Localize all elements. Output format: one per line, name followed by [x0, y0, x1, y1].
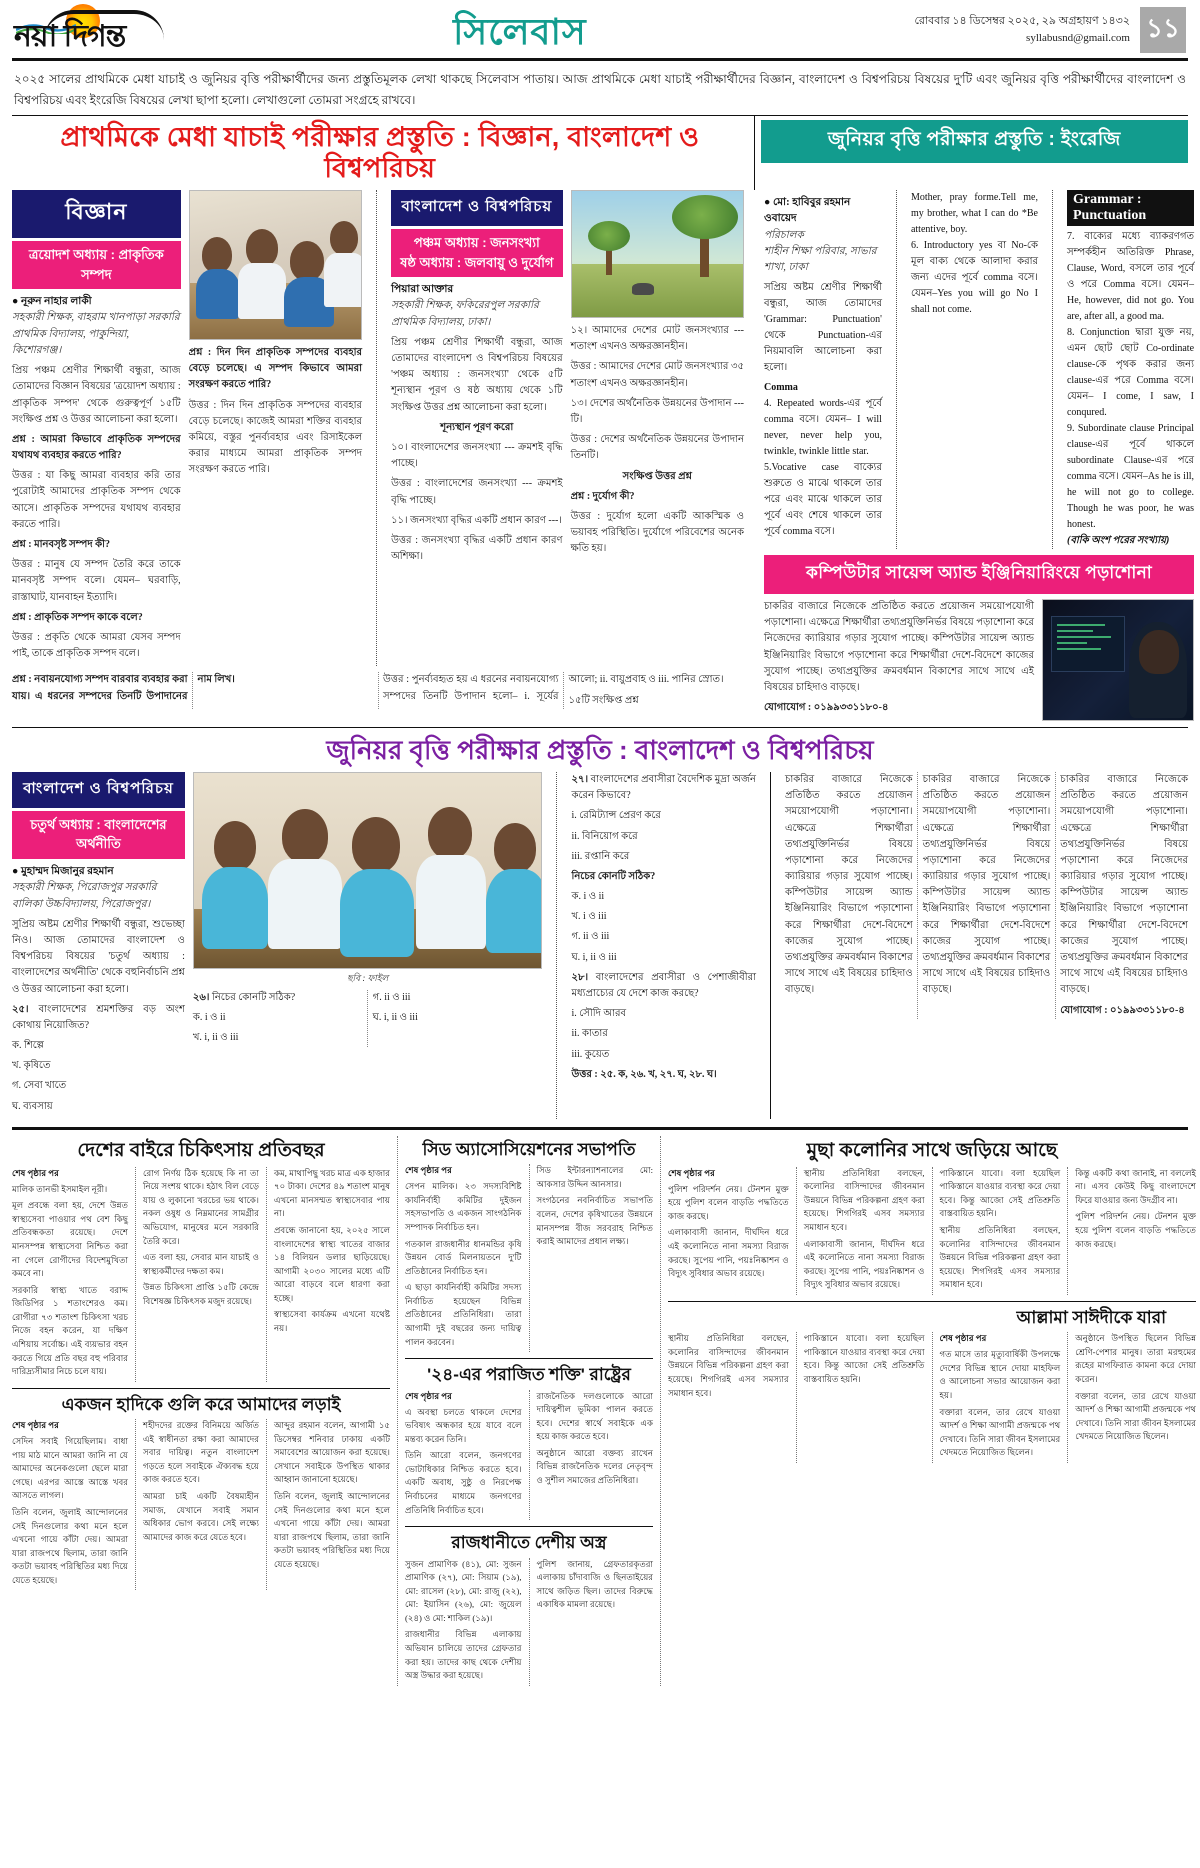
bgs-fill-label: শূন্যস্থান পূরণ করো: [440, 421, 514, 433]
bgs-item-6: ১৩। দেশের অর্থনৈতিক উন্নয়নের উপাদান ---টি।: [570, 397, 745, 426]
brand-name: নয়া দিগন্ত: [14, 20, 126, 53]
news-2-headline: একজন হাদিকে গুলি করে আমাদের লড়াই: [61, 1394, 341, 1414]
science-lower-continuation: [12, 672, 744, 708]
english-section: [764, 190, 1194, 721]
bgs-short-q: প্রশ্ন : দুর্যোগ কী?: [570, 490, 635, 502]
science-chapter-banner: ত্রয়োদশ অধ্যায় : প্রাকৃতিক সম্পদ: [12, 241, 181, 289]
news-2-contd: শেষ পৃষ্ঠার পর: [12, 1420, 59, 1431]
junior-q-2-opt-1: ii. বিনিয়োগ করে: [571, 830, 638, 842]
science-q-3: প্রশ্ন : দিন দিন প্রাকৃতিক সম্পদের ব্যবহার বেড়ে চলেছে। এ সম্পদ কিভাবে আমরা সংরক্ষণ করতে পারি?: [188, 347, 363, 391]
science-a-0: উত্তর : যা কিছু আমরা ব্যবহার করি তার পুরোটাই আমাদের প্রাকৃতিক সম্পদ থেকে আসে। প্রাকৃতিক সম্পদের যথাযথ ব্যবহার করতে পারি।: [12, 470, 181, 530]
junior-photo-caption: ছবি : ফাইল: [347, 972, 389, 983]
news-block-2: [405, 1136, 653, 1686]
junior-q-0-opt-1: খ. কৃষিতে: [12, 1060, 51, 1072]
science-column: [12, 190, 181, 666]
science-byline: ● নূরুন নাহার লাকী সহকারী শিক্ষক, বাহরাম খানপাড়া সরকারি প্রাথমিক বিদ্যালয়, পাকুন্দিয়া, কিশোরগঞ্জ।: [12, 296, 180, 356]
news-7-p1b: বক্তারা বলেন, তার রেখে যাওয়া আদর্শ ও শিক্ষা আগামী প্রজন্মকে পথ দেখাবে। তিনি সারা জীবন ইসলামের খেদমতে নিয়োজিত ছিলেন।: [1075, 1390, 1196, 1442]
junior-chapter-banner: চতুর্থ অধ্যায় : বাংলাদেশের অর্থনীতি: [12, 811, 185, 859]
news-7-p1: বক্তারা বলেন, তার রেখে যাওয়া আদর্শ ও শিক্ষা আগামী প্রজন্মকে পথ দেখাবে। তিনি সারা জীবন ইসলামের খেদমতে নিয়োজিত ছিলেন।: [939, 1406, 1061, 1458]
news-2-p4: আব্দুর রহমান বলেন, আগামী ১৫ ডিসেম্বর শনিবার ঢাকায় একটি সমাবেশের আয়োজন করা হয়েছে। সেখানে সবাইকে উপস্থিত থাকার আহ্বান জানানো হয়েছে।: [274, 1420, 390, 1485]
junior-author-name: মুহাম্মদ মিজানুর রহমান: [20, 865, 114, 877]
news-5-headline: রাজধানীতে দেশীয় অস্ত্র: [451, 1533, 607, 1553]
cse-body: চাকরির বাজারে নিজেকে প্রতিষ্ঠিত করতে প্রয়োজন সময়োপযোগী পড়াশোনা। এক্ষেত্রে শিক্ষার্থীরা তথ্যপ্রযুক্তিনির্ভর বিষয়ে পড়াশোনা করে নিজেদের ক্যারিয়ার গড়ার সুযোগ পাচ্ছে। কম্পিউটার সায়েন্স অ্যান্ড ইঞ্জিনিয়ারিং বিভাগে পড়াশোনা করে শিক্ষার্থীরা দেশে-বিদেশে কাজের সুযোগ পাচ্ছে। তথ্যপ্রযুক্তির ক্রমবর্ধমান বিকাশের সাথে সাথে এই বিষয়ের চাহিদাও বাড়ছে।: [764, 601, 1034, 694]
news-6-p1: এলাকাবাসী জানান, দীর্ঘদিন ধরে এই কলোনিতে নানা সমস্যা বিরাজ করছে। সুপেয় পানি, পয়ঃনিষ্কাশন ও বিদ্যুৎ সুবিধার অভাব রয়েছে।: [668, 1227, 789, 1279]
english-rule-8: 8. Conjunction দ্বারা যুক্ত নয়, এমন ছোট ছোট Co-ordinate clause-কে পৃথক করার জন্য clause-এর পরে Comma বসে। যেমন– I come, I saw, I conqured.: [1066, 327, 1195, 419]
science-intro-text: প্রিয় পঞ্চম শ্রেণীর শিক্ষার্থী বন্ধুরা, আজ তোমাদের বিজ্ঞান বিষয়ের 'ত্রয়োদশ অধ্যায় : প্রাকৃতিক সম্পদ' থেকে গুরুত্বপূর্ণ ১৫টি সংক্ষিপ্ত প্রশ্ন ও উত্তর আলোচনা করা হলো।: [12, 365, 181, 425]
english-continuation-note: (বাকি অংশ পরের সংখ্যায়): [1066, 535, 1170, 547]
news-4-headline: '২৪-এর পরাজিত শক্তি' রাষ্ট্রের: [427, 1365, 631, 1385]
bgs-subject-banner: বাংলাদেশ ও বিশ্বপরিচয়: [391, 190, 563, 226]
junior-q-3-opt-1: ii. কাতার: [571, 1028, 608, 1040]
junior-questions-column: [571, 772, 756, 1119]
news-6-p4: কিন্তু একটি কথা জানাই, না বললেই না। এসব কেউই কিছু বাংলাদেশে ফিরে যাওয়ার জন্য উদগ্রীব না।: [1075, 1167, 1196, 1205]
cse-extended-body: [785, 772, 1188, 1019]
english-rule-5: 5.Vocative case বাক্যের শুরুতে ও মাঝে থাকলে তার পরে এবং মাঝে থাকলে তার পূর্বে এবং শেষে থাকলে তার পূর্বে comma বসে।: [764, 462, 882, 538]
junior-q-0-opt-2: গ. সেবা খাতে: [12, 1080, 67, 1092]
junior-q-1-opt-2: গ. ii ও iii: [372, 991, 411, 1003]
junior-q-1-text: নিচের কোনটি সঠিক?: [211, 991, 296, 1003]
news-1-p0: মূল প্রবন্ধে বলা হয়, দেশে উন্নত স্বাস্থ্যসেবা পাওয়ার পথ বেশ কিছু প্রতিবন্ধকতা রয়েছে। দেশে মানসম্পন্ন স্বাস্থ্যসেবা নিশ্চিত করা না গেলে রোগীদের বিদেশমুখিতা কমবে না।: [12, 1200, 128, 1279]
masthead: [0, 0, 1200, 56]
science-subject-banner: বিজ্ঞান: [12, 190, 181, 238]
news-3-p2: সিড ইন্টারন্যাশনালের মো: আকসার উদ্দিন আনসার।: [536, 1165, 653, 1189]
science-section-label: ১৫টি সংক্ষিপ্ত প্রশ্ন: [568, 694, 639, 706]
primary-headline: প্রাথমিকে মেধা যাচাই পরীক্ষার প্রস্তুতি : বিজ্ঞান, বাংলাদেশ ও বিশ্বপরিচয়: [60, 122, 700, 184]
news-5-p2: পুলিশ জানায়, গ্রেফতারকৃতরা এলাকায় চাঁদাবাজি ও ছিনতাইয়ের সাথে জড়িত ছিল। তাদের বিরুদ্ধে একাধিক মামলা রয়েছে।: [536, 1558, 653, 1610]
news-6-contd: শেষ পৃষ্ঠার পর: [668, 1167, 715, 1178]
junior-byline: ● মুহাম্মদ মিজানুর রহমান সহকারী শিক্ষক, পিরোজপুর সরকারি বালিকা উচ্চবিদ্যালয়, পিরোজপুর।: [12, 865, 157, 910]
junior-q-2-opt-0: i. রেমিট্যান্স প্রেরণ করে: [571, 810, 661, 822]
bgs-item-4: ১২। আমাদের দেশের মোট জনসংখ্যার --- শতাংশ এখনও অক্ষরজ্ঞানহীন।: [570, 325, 745, 353]
news-2-p1: তিনি বলেন, জুলাই আন্দোলনের সেই দিনগুলোর কথা মনে হলে এখনো গায়ে কাঁটা দেয়। আমরা যারা রাজপথে ছিলাম, তারা জানি কতটা ভয়াবহ পরিস্থিতির মধ্য দিয়ে যেতে হয়েছে।: [12, 1507, 128, 1585]
cse-contact: যোগাযোগ : ০১৯৯৩৩১১৮০-৪: [764, 702, 889, 714]
junior-q-3-text: বাংলাদেশের প্রবাসীরা ও পেশাজীবীরা মধ্যপ্রাচ্যের যে দেশে কাজ করছে?: [571, 971, 756, 1000]
news-1-p1: সরকারি স্বাস্থ্য খাতে বরাদ্দ জিডিপির ১ শতাংশেরও কম। রোগীরা ৭৩ শতাংশ চিকিৎসা খরচ নিজে বহন করেন, যা দক্ষিণ এশিয়ায় সর্বোচ্চ। এই ব্যয়ভার বহন করতে গিয়ে প্রতি বছর বহু পরিবার দারিদ্র্যসীমার নিচে চলে যায়।: [12, 1284, 128, 1377]
bgs-item-1: উত্তর : বাংলাদেশের জনসংখ্যা --- ক্রমশই বৃদ্ধি পাচ্ছে।: [391, 478, 563, 506]
contact-email: syllabusnd@gmail.com: [1026, 32, 1130, 44]
news-5-p1: রাজধানীর বিভিন্ন এলাকায় অভিযান চালিয়ে তাদের গ্রেফতার করা হয়। তাদের কাছ থেকে দেশীয় অস্ত্র উদ্ধার করা হয়েছে।: [405, 1629, 522, 1681]
news-7-headline: আল্লামা সাঈদীকে যারা: [1016, 1307, 1166, 1327]
news-4-p0: এ অবস্থা চলতে থাকলে দেশের ভবিষ্যৎ অন্ধকার হয়ে যাবে বলে মন্তব্য করেন তিনি।: [405, 1406, 522, 1444]
english-author-role2: শাহীন শিক্ষা পরিবার, সাভার শাখা, ঢাকা: [764, 245, 877, 274]
cse-continuation-column: [785, 772, 1188, 1119]
junior-q-1-opt-0: ক. i ও ii: [192, 1012, 226, 1024]
news-3-p1: গতকাল রাজধানীর ধানমন্ডির কৃষি উন্নয়ন বোর্ড মিলনায়তনে দু'টি প্রতিষ্ঠানের নির্বাচিত হন।: [405, 1238, 522, 1276]
intro-paragraph: ২০২৫ সালের প্রাথমিকে মেধা যাচাই ও জুনিয়র বৃত্তি পরীক্ষার্থীদের জন্য প্রস্তুতিমূলক লেখা থাকছে সিলেবাস পাতায়। আজ প্রাথমিকে মেধা যাচাই পরীক্ষার্থীদের বিজ্ঞান, বাংলাদেশ ও বিশ্বপরিচয় বিষয়ের দু'টি এবং জুনিয়র বৃত্তি পরীক্ষার্থীদের বাংলাদেশ ও বিশ্বপরিচয় এবং ইংরেজি বিষয়ের লেখা ছাপা হলো। লেখাগুলো তোমরা সংগ্রহে রাখবে।: [14, 72, 1186, 107]
english-rules-column-right: [1067, 190, 1194, 549]
masthead-right: [914, 7, 1186, 53]
science-a-1: উত্তর : মানুষ যে সম্পদ তৈরি করে তাকে মানবসৃষ্ট সম্পদ বলে। যেমন– ঘরবাড়ি, রাস্তাঘাট, যানবাহন ইত্যাদি।: [12, 559, 181, 603]
news-2-p1b: তিনি বলেন, জুলাই আন্দোলনের সেই দিনগুলোর কথা মনে হলে এখনো গায়ে কাঁটা দেয়। আমরা যারা রাজপথে ছিলাম, তারা জানি কতটা ভয়াবহ পরিস্থিতির মধ্য দিয়ে যেতে হয়েছে।: [274, 1491, 390, 1569]
news-3-p0: সেপন মালিক। ২৩ সদস্যবিশিষ্ট কার্যনির্বাহী কমিটির দুইজন সহসভাপতি ও একজন সাংগঠনিক সম্পাদক নির্বাচিত হন।: [405, 1181, 522, 1232]
junior-headline: জুনিয়র বৃত্তি পরীক্ষার প্রস্তুতি : বাংলাদেশ ও বিশ্বপরিচয়: [326, 735, 874, 766]
news-2-p0: সেদিন সবাই গিয়েছিলাম। বাধা পায় মাঠ মানে আমরা জানি না যে আমাদের অনেকগুলো ছেলে মারা গেছে। এরপর আস্তে আস্তে খবর আসতে লাগল।: [12, 1436, 128, 1501]
classroom-photo: [189, 190, 362, 340]
news-block-3: [668, 1136, 1196, 1686]
junior-q-4-opt-1: খ. i ও iii: [571, 911, 607, 923]
cse-extended-text-2: চাকরির বাজারে নিজেকে প্রতিষ্ঠিত করতে প্রয়োজন সময়োপযোগী পড়াশোনা। এক্ষেত্রে শিক্ষার্থীরা তথ্যপ্রযুক্তিনির্ভর বিষয়ে পড়াশোনা করে নিজেদের ক্যারিয়ার গড়ার সুযোগ পাচ্ছে। কম্পিউটার সায়েন্স অ্যান্ড ইঞ্জিনিয়ারিং বিভাগে পড়াশোনা করে শিক্ষার্থীরা দেশে-বিদেশে কাজের সুযোগ পাচ্ছে। তথ্যপ্রযুক্তির ক্রমবর্ধমান বিকাশের সাথে সাথে এই বিষয়ের চাহিদাও বাড়ছে।: [922, 773, 1051, 996]
junior-author-role: সহকারী শিক্ষক, পিরোজপুর সরকারি বালিকা উচ্চবিদ্যালয়, পিরোজপুর।: [12, 882, 157, 910]
bgs-intro: [391, 335, 563, 565]
bgs-item-0: ১০। বাংলাদেশের জনসংখ্যা --- ক্রমশই বৃদ্ধি পাচ্ছে।: [391, 442, 563, 470]
junior-q-4-opt-2: গ. ii ও iii: [571, 931, 610, 943]
english-author-name: মো: হাবিবুর রহমান ওবায়েদ: [764, 197, 851, 225]
bgs-chapter-5: পঞ্চম অধ্যায় : জনসংখ্যা: [413, 235, 540, 251]
bgs-primary-column: [391, 190, 563, 666]
publication-date: রোববার ১৪ ডিসেম্বর ২০২৫, ২৯ অগ্রহায়ণ ১৪৩২: [914, 14, 1130, 27]
news-6-p0: পুলিশ পরিদর্শন নেয়। টেনশন মুক্ত হয়ে পুলিশ বলেন বাড়তি পদ্ধতিতে কাজ করছে।: [668, 1183, 789, 1221]
cse-contact-repeat: যোগাযোগ : ০১৯৯৩৩১১৮০-৪: [1060, 1004, 1185, 1016]
bgs-author-name: পিয়ারা আক্তার: [391, 284, 454, 296]
bgs-chapter-banner: [391, 229, 563, 277]
science-q-1: প্রশ্ন : মানবসৃষ্ট সম্পদ কী?: [12, 539, 110, 551]
bgs-short-label: সংক্ষিপ্ত উত্তর প্রশ্ন: [622, 470, 692, 482]
bgs-item-3: উত্তর : জনসংখ্যা বৃদ্ধির একটি প্রধান কারণ অশিক্ষা।: [391, 534, 563, 563]
grammar-title: Grammar : Punctuation: [1067, 190, 1194, 226]
news-3-headline: সিড অ্যাসোসিয়েশনের সভাপতি: [422, 1139, 636, 1159]
english-rule-6: 6. Introductory yes বা No-কে মূল বাক্য থেকে আলাদা করার জন্য এদের পূর্বে comma বসে। যেমন–Yes you will go No I shall not come.: [910, 240, 1038, 316]
news-6-p2b: স্থানীয় প্রতিনিধিরা বলছেন, কলোনির বাসিন্দাদের জীবনমান উন্নয়নে বিভিন্ন পরিকল্পনা গ্রহণ করা হয়েছে। শিগগিরই এসব সমস্যার সমাধান হবে।: [939, 1224, 1061, 1290]
junior-subject-banner: বাংলাদেশ ও বিশ্বপরিচয়: [12, 772, 185, 808]
bgs-item-5: উত্তর : আমাদের দেশের মোট জনসংখ্যার ৩৫ শতাংশ এখনও অক্ষরজ্ঞানহীন।: [570, 361, 745, 389]
bgs-item-2: ১১। জনসংখ্যা বৃদ্ধির একটি প্রধান কারণ ---।: [391, 514, 562, 526]
junior-prep-section: [12, 772, 1188, 1119]
english-author-role1: পরিচালক: [764, 229, 804, 241]
news-4-p3: অনুষ্ঠানে আরো বক্তব্য রাখেন বিভিন্ন রাজনৈতিক দলের নেতৃবৃন্দ ও সুশীল সমাজের প্রতিনিধিরা।: [536, 1447, 653, 1486]
junior-q-0-text: বাংলাদেশের শ্রমশক্তির বড় অংশ কোথায় নিয়োজিত?: [12, 1003, 185, 1031]
news-4-contd: শেষ পৃষ্ঠার পর: [405, 1390, 452, 1401]
supplement-title: সিলেবাস: [453, 11, 587, 52]
bottom-news-section: [12, 1136, 1196, 1686]
publication-logo: [14, 8, 125, 52]
news-1-p3: কম, মাথাপিছু খরচ মাত্র এক হাজার ৭০ টাকা। দেশের ৪৯ শতাংশ মানুষ এখনো মানসম্মত স্বাস্থ্যসেবার পায় না।: [274, 1167, 390, 1219]
junior-q-0-opt-0: ক. শিল্পে: [12, 1040, 44, 1052]
junior-q-3-opt-2: iii. কুয়েত: [571, 1048, 610, 1060]
news-7-p2: অনুষ্ঠানে উপস্থিত ছিলেন বিভিন্ন শ্রেণি-পেশার মানুষ। তারা মরহুমের রূহের মাগফিরাত কামনা করে দোয়া করেন।: [1075, 1333, 1196, 1384]
news-6-p2: স্থানীয় প্রতিনিধিরা বলছেন, কলোনির বাসিন্দাদের জীবনমান উন্নয়নে বিভিন্ন পরিকল্পনা গ্রহণ করা হয়েছে। শিগগিরই এসব সমস্যার সমাধান হবে।: [803, 1167, 925, 1232]
junior-q-2-opt-2: iii. রপ্তানি করে: [571, 850, 630, 862]
science-author-name: নূরুন নাহার লাকী: [20, 296, 92, 308]
news-1-p6: স্বাস্থ্যসেবা কার্যক্রম এখনো যথেষ্ট নয়।: [274, 1309, 390, 1333]
english-byline-column: [764, 190, 882, 549]
junior-questions-mid: [193, 990, 543, 1047]
bgs-chapter-6: ষষ্ঠ অধ্যায় : জলবায়ু ও দুর্যোগ: [400, 254, 554, 270]
junior-q-3-num: ২৮।: [571, 971, 589, 983]
bgs-continued: [571, 323, 744, 557]
english-banner: জুনিয়র বৃত্তি পরীক্ষার প্রস্তুতি : ইংরেজি: [761, 120, 1188, 163]
english-subtitle: Comma: [764, 382, 798, 394]
news-7-filler-0: স্থানীয় প্রতিনিধিরা বলছেন, কলোনির বাসিন্দাদের জীবনমান উন্নয়নে বিভিন্ন পরিকল্পনা গ্রহণ করা হয়েছে। শিগগিরই এসব সমস্যার সমাধান হবে।: [668, 1333, 789, 1398]
english-intro: সপ্রিয় অষ্টম শ্রেণীর শিক্ষার্থী বন্ধুরা, আজ তোমাদের 'Grammar: Punctuation' থেকে Punctuation-এর নিয়মাবলি আলোচনা করা হলো।: [764, 282, 882, 374]
primary-prep-section: [12, 190, 752, 721]
news-7-contd: শেষ পৃষ্ঠার পর: [939, 1333, 987, 1344]
news-2-p3: আমরা চাই একটি বৈষম্যহীন সমাজ, যেখানে সবাই সমান অধিকার ভোগ করবে। সেই লক্ষ্যে আমাদের কাজ করে যেতে হবে।: [143, 1491, 259, 1542]
news-1-p4: প্রবন্ধে জানানো হয়, ২০২৫ সালে বাংলাদেশের স্বাস্থ্য খাতের বাজার ১৪ বিলিয়ন ডলার ছাড়িয়েছে। আগামী ২০৩০ সালের মধ্যে এটি আরো বাড়বে বলে ধারণা করা হচ্ছে।: [274, 1224, 390, 1303]
top-content-area: [12, 190, 1195, 721]
news-1-byline: মালিক তানভী ইসমাইল নূরী।: [12, 1183, 108, 1194]
junior-answers: উত্তর : ২৫. ক, ২৬. খ, ২৭. ঘ, ২৮. ঘ।: [571, 1068, 717, 1080]
science-a-4: উত্তর : পুনর্ব্যবহৃত হয় এ ধরনের নবায়নযোগ্য সম্পদের তিনটি উপাদান হলো– i. সূর্যের আলো; ii. বায়ুপ্রবাহ ও iii. পানির স্রোত।: [383, 674, 724, 702]
junior-intro: সুপ্রিয় অষ্টম শ্রেণীর শিক্ষার্থী বন্ধুরা, শুভেচ্ছা নিও। আজ তোমাদের বাংলাদেশ ও বিশ্বপরিচয় বিষয়ের 'চতুর্থ অধ্যায় : বাংলাদেশের অর্থনীতি' থেকে বহুনির্বাচনি প্রশ্ন ও উত্তর আলোচনা করা হলো।: [12, 918, 185, 995]
english-rule-9: 9. Subordinate clause Principal clause-এর পূর্বে থাকলে subordinate Clause-এর পরে comma বসে। যেমন–As he is ill, he will not go to college. Though he was poor, he was honest.: [1066, 423, 1195, 531]
english-byline: ● মো: হাবিবুর রহমান ওবায়েদ পরিচালক শাহীন শিক্ষা পরিবার, সাভার শাখা, ঢাকা: [764, 197, 877, 274]
science-qa-list: [12, 432, 181, 662]
news-4-p2: রাজনৈতিক দলগুলোকে আরো দায়িত্বশীল ভূমিকা পালন করতে হবে। দেশের স্বার্থে সবাইকে এক হয়ে কাজ করতে হবে।: [536, 1390, 653, 1442]
science-photo-column: [189, 190, 362, 666]
junior-q-4-label: নিচের কোনটি সঠিক?: [571, 870, 656, 882]
science-q-0: প্রশ্ন : আমরা কিভাবে প্রাকৃতিক সম্পদের যথাযথ ব্যবহার করতে পারি?: [12, 433, 181, 462]
junior-q-4-opt-3: ঘ. i, ii ও iii: [571, 951, 617, 963]
junior-q-1-num: ২৬।: [192, 991, 210, 1003]
lower-section-divider: [12, 1127, 1188, 1130]
cse-extended-text: চাকরির বাজারে নিজেকে প্রতিষ্ঠিত করতে প্রয়োজন সময়োপযোগী পড়াশোনা। এক্ষেত্রে শিক্ষার্থীরা তথ্যপ্রযুক্তিনির্ভর বিষয়ে পড়াশোনা করে নিজেদের ক্যারিয়ার গড়ার সুযোগ পাচ্ছে। কম্পিউটার সায়েন্স অ্যান্ড ইঞ্জিনিয়ারিং বিভাগে পড়াশোনা করে শিক্ষার্থীরা দেশে-বিদেশে কাজের সুযোগ পাচ্ছে। তথ্যপ্রযুক্তির ক্রমবর্ধমান বিকাশের সাথে সাথে এই বিষয়ের চাহিদাও বাড়ছে।: [784, 773, 913, 996]
news-4-p1: তিনি আরো বলেন, জনগণের ভোটাধিকার নিশ্চিত করতে হবে। একটি অবাধ, সুষ্ঠু ও নিরপেক্ষ নির্বাচনের মাধ্যমে জনগণের প্রতিনিধি নির্বাচিত হবে।: [405, 1450, 522, 1515]
bgs-author-role: সহকারী শিক্ষক, ফকিরেরপুল সরকারি প্রাথমিক বিদ্যালয়, ঢাকা।: [391, 300, 539, 328]
junior-q-2-num: ২৭।: [571, 773, 589, 785]
news-6-p3: পাকিস্তানে যাবো। বলা হয়েছিল পাকিস্তানে যাওয়ার ব্যবস্থা করে দেয়া হবে। কিন্তু আজো সেই প্রতিশ্রুতি বাস্তবায়িত হয়নি।: [939, 1167, 1061, 1219]
junior-q-0-opt-3: ঘ. ব্যবসায়: [12, 1100, 53, 1112]
junior-photo-column: [193, 772, 543, 1119]
masthead-meta: [914, 13, 1130, 47]
news-1-contd: শেষ পৃষ্ঠার পর: [12, 1167, 59, 1178]
news-block-1: [12, 1136, 390, 1686]
english-rule-7: 7. বাক্যের মধ্যে ব্যাকরণগত সম্পর্কহীন অতিরিক্ত Phrase, Clause, Word, বসলে তার পূর্বে ও পরে Comma বসে। যেমন– He, however, did not go. You are, after all, a good ma.: [1066, 231, 1195, 323]
nature-landscape-photo: [571, 190, 744, 318]
news-1-p2: রোগ নির্ণয় ঠিক হয়েছে কি না তা নিয়ে সংশয় থাকে। হঠাৎ বিল বেড়ে যায় ও লুকানো খরচের ভয় থাকে। নকল ওষুধ ও নিম্নমানের সামগ্রীর অভিযোগ, মানুষের মনে সরকারি তৈরি করে।: [143, 1167, 259, 1246]
news-7-filler-1: পাকিস্তানে যাবো। বলা হয়েছিল পাকিস্তানে যাওয়ার ব্যবস্থা করে দেয়া হবে। কিন্তু আজো সেই প্রতিশ্রুতি বাস্তবায়িত হয়নি।: [803, 1333, 925, 1384]
junior-q-0-num: ২৫।: [12, 1003, 29, 1015]
news-6-headline: মুছা কলোনির সাথে জড়িয়ে আছে: [806, 1139, 1058, 1161]
junior-q-1-opt-1: খ. i, ii ও iii: [192, 1032, 239, 1044]
bgs-intro-text: প্রিয় পঞ্চম শ্রেণীর শিক্ষার্থী বন্ধুরা, আজ তোমাদের বাংলাদেশ ও বিশ্বপরিচয় বিষয়ের 'পঞ্চম অধ্যায় : জনসংখ্যা' থেকে ৫টি শূন্যস্থান পূরণ ও ষষ্ঠ অধ্যায় থেকে ১টি সংক্ষিপ্ত উত্তর প্রশ্ন আলোচনা করা হলো।: [391, 336, 563, 413]
bgs-item-7: উত্তর : দেশের অর্থনৈতিক উন্নয়নের উপাদান তিনটি।: [570, 434, 745, 462]
science-q-2: প্রশ্ন : প্রাকৃতিক সম্পদ কাকে বলে?: [12, 611, 143, 623]
news-3-contd: শেষ পৃষ্ঠার পর: [405, 1165, 452, 1176]
bgs-short-a: উত্তর : দুর্যোগ হলো একটি আকস্মিক ও ভয়াবহ পরিস্থিতি। দুর্যোগে পরিবেশের অনেক ক্ষতি হয়।: [570, 510, 745, 555]
news-6-p0b: পুলিশ পরিদর্শন নেয়। টেনশন মুক্ত হয়ে পুলিশ বলেন বাড়তি পদ্ধতিতে কাজ করছে।: [1075, 1211, 1196, 1249]
junior-q-2-text: বাংলাদেশের প্রবাসীরা বৈদেশিক মুদ্রা অর্জন করেন কিভাবে?: [571, 773, 756, 802]
news-1-headline: দেশের বাইরে চিকিৎসায় প্রতিবছর: [77, 1139, 325, 1161]
news-5-p0: সুজন প্রামাণিক (৪১), মো: সুজন প্রামাণিক (২৭), মো: সিয়াম (১৯), মো: রাসেল (২৮), মো: রাজু (২২), মো: ইয়াসিন (২৬), মো: জুয়েল (২৪) ও মো: শাকিল (১৯)।: [405, 1558, 522, 1623]
science-a-2: উত্তর : প্রকৃতি থেকে আমরা যেসব সম্পদ পাই, তাকে প্রাকৃতিক সম্পদ বলে।: [12, 631, 181, 660]
science-q-4: প্রশ্ন : নবায়নযোগ্য সম্পদ বারবার ব্যবহার করা যায়। এ ধরনের সম্পদের তিনটি উপাদানের নাম লিখ।: [12, 674, 235, 702]
junior-q-3-opt-0: i. সৌদি আরব: [571, 1008, 627, 1020]
science-a-3: উত্তর : দিন দিন প্রাকৃতিক সম্পদের ব্যবহার বেড়ে চলেছে। কাজেই আমরা শক্তির ব্যবহার কমিয়ে, বস্তুর পুনর্ব্যবহার এবং রিসাইকেল করার মাধ্যমে আমরা প্রাকৃতিক সম্পদ সংরক্ষণ করতে পারি।: [188, 399, 363, 476]
news-2-p2: শহীদদের রক্তের বিনিময়ে অর্জিত এই স্বাধীনতা রক্ষা করা আমাদের সবার দায়িত্ব। নতুন বাংলাদেশ গড়তে হলে সবাইকে ঐক্যবদ্ধ হয়ে কাজ করতে হবে।: [143, 1420, 259, 1485]
junior-q-4-opt-0: ক. i ও ii: [571, 891, 605, 903]
news-3-p3: এ ছাড়া কার্যনির্বাহী কমিটির সদস্য নির্বাচিত হয়েছেন বিভিন্ন প্রতিষ্ঠানের প্রতিনিধিরা। তারা আগামী দুই বছরের জন্য দায়িত্ব পালন করবেন।: [405, 1282, 522, 1347]
students-exam-photo: [193, 772, 543, 969]
bgs-byline: [391, 282, 563, 331]
english-rules-column-mid: [911, 190, 1038, 549]
top-section-divider: [12, 727, 1188, 728]
cse-extended-text-3: চাকরির বাজারে নিজেকে প্রতিষ্ঠিত করতে প্রয়োজন সময়োপযোগী পড়াশোনা। এক্ষেত্রে শিক্ষার্থীরা তথ্যপ্রযুক্তিনির্ভর বিষয়ে পড়াশোনা করে নিজেদের ক্যারিয়ার গড়ার সুযোগ পাচ্ছে। কম্পিউটার সায়েন্স অ্যান্ড ইঞ্জিনিয়ারিং বিভাগে পড়াশোনা করে শিক্ষার্থীরা দেশে-বিদেশে কাজের সুযোগ পাচ্ছে। তথ্যপ্রযুক্তির ক্রমবর্ধমান বিকাশের সাথে সাথে এই বিষয়ের চাহিদাও বাড়ছে।: [1060, 773, 1188, 996]
cse-photo: [1042, 599, 1194, 721]
cse-banner: কম্পিউটার সায়েন্স অ্যান্ড ইঞ্জিনিয়ারিংয়ে পড়াশোনা: [764, 555, 1194, 594]
news-3-p4: সংগঠনের নবনির্বাচিত সভাপতি বলেন, দেশের কৃষিখাতের উন্নয়নে মানসম্পন্ন বীজ সরবরাহ নিশ্চিত করাই আমাদের প্রধান লক্ষ্য।: [536, 1195, 653, 1247]
news-1-p5: এত বলা হয়, সেবার মান যাচাই ও স্বাস্থ্যকর্মীদের দক্ষতা কম।: [143, 1252, 259, 1276]
english-rule-4: 4. Repeated words-এর পূর্বে comma বসে। যেমন– I will never, never help you, twinkle, twinkle little star.: [764, 398, 882, 458]
science-qa-continued: [189, 345, 362, 479]
junior-q-1-opt-3: ঘ. i, ii ও iii: [372, 1012, 418, 1024]
news-7-p0: গত মাসে তার মৃত্যুবার্ষিকী উপলক্ষে দেশের বিভিন্ন স্থানে দোয়া মাহফিল ও আলোচনা সভার আয়োজন করা হয়।: [939, 1349, 1061, 1400]
english-rule-5-example: Mother, pray forme.Tell me, my brother, what I can do *Be attentive, boy.: [910, 192, 1038, 236]
science-intro: [12, 363, 181, 428]
news-1-p7: উন্নত চিকিৎসা প্রাপ্তি ১৫টি কেন্দ্রে বিশেষজ্ঞ চিকিৎসক মজুদ রয়েছে।: [143, 1282, 259, 1306]
page-number: ১১: [1140, 7, 1186, 53]
masthead-divider: [12, 58, 1188, 61]
science-author-role: সহকারী শিক্ষক, বাহরাম খানপাড়া সরকারি প্রাথমিক বিদ্যালয়, পাকুন্দিয়া, কিশোরগঞ্জ।: [12, 312, 180, 356]
bgs-photo-column: [571, 190, 744, 666]
junior-bgs-column: [12, 772, 185, 1119]
news-6-p1b: এলাকাবাসী জানান, দীর্ঘদিন ধরে এই কলোনিতে নানা সমস্যা বিরাজ করছে। সুপেয় পানি, পয়ঃনিষ্কাশন ও বিদ্যুৎ সুবিধার অভাব রয়েছে।: [803, 1238, 925, 1290]
